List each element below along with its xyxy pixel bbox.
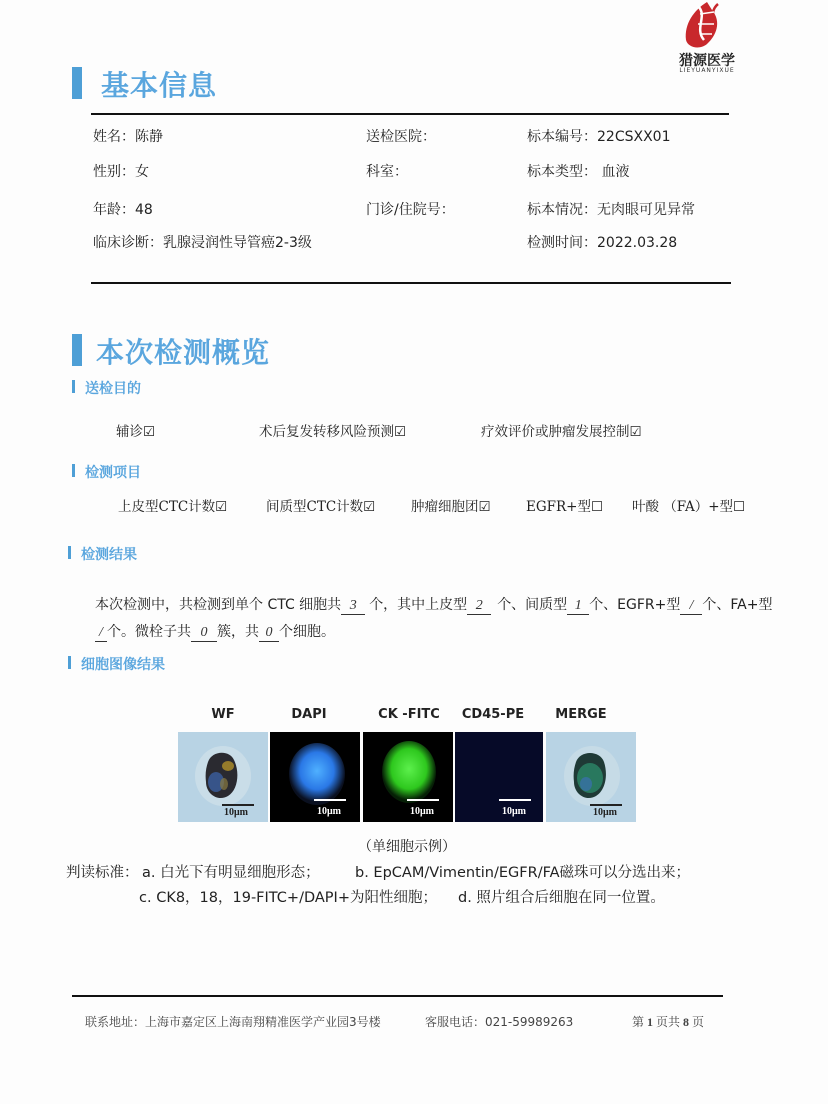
total-ctc-value: 3 — [341, 598, 365, 615]
footer-page — [632, 1013, 704, 1030]
dapi-scale-bar — [314, 799, 346, 801]
purpose-item-recurrence: 术后复发转移风险预测☑ — [259, 424, 407, 440]
item-mesenchymal: 间质型CTC计数☑ — [266, 499, 376, 515]
page-pre: 第 — [632, 1015, 645, 1029]
mesenchymal-value: 1 — [567, 598, 589, 615]
criteria-c: c. CK8，18，19-FITC+/DAPI+为阳性细胞； — [139, 890, 437, 906]
section1-title: 基本信息 — [101, 69, 218, 102]
top-rule — [91, 113, 729, 115]
header-wf: WF — [211, 707, 235, 722]
header-dapi: DAPI — [291, 707, 327, 722]
merge-scale-bar — [590, 804, 622, 806]
items-bar — [72, 464, 75, 477]
results-text-8: 个细胞。 — [279, 624, 335, 640]
footer-rule — [72, 995, 723, 997]
purpose-bar — [72, 380, 75, 393]
pe-scale-label: 10μm — [502, 806, 526, 817]
page-number: 1 — [647, 1015, 654, 1029]
results-text-5: 个、FA+型 — [702, 597, 773, 613]
item-cluster: 肿瘤细胞团☑ — [411, 499, 491, 515]
cell-image-merge — [546, 732, 636, 822]
results-line2 — [95, 621, 335, 642]
logo-subtext: LIEYUANYIXUE — [679, 67, 735, 74]
cell-image-cd45-pe — [455, 732, 543, 822]
hospital: 送检医院： — [366, 129, 436, 145]
emboli-value: 0 — [191, 625, 217, 642]
bottom-rule — [91, 282, 731, 284]
criteria-b: b. EpCAM/Vimentin/EGFR/FA磁珠可以分选出来； — [355, 865, 691, 881]
wf-scale-label: 10μm — [224, 807, 248, 818]
fa-value: / — [95, 625, 107, 642]
results-text-7: 簇，共 — [217, 624, 259, 640]
footer-address: 联系地址：上海市嘉定区上海南翔精准医学产业园3号楼 — [85, 1015, 381, 1029]
age: 年龄：48 — [93, 202, 153, 218]
criteria-d: d. 照片组合后细胞在同一位置。 — [458, 890, 665, 906]
image-caption: （单细胞示例） — [358, 839, 456, 855]
sample-type: 标本类型： 血液 — [527, 164, 630, 180]
test-time: 检测时间：2022.03.28 — [527, 235, 678, 251]
dna-logo-icon — [664, 0, 750, 52]
results-title: 检测结果 — [81, 547, 137, 563]
images-bar — [68, 656, 71, 669]
sample-id: 标本编号：22CSXX01 — [527, 129, 671, 145]
gender: 性别：女 — [93, 164, 149, 180]
company-logo — [664, 0, 750, 76]
section2-title: 本次检测概览 — [96, 336, 271, 369]
header-merge: MERGE — [555, 707, 607, 722]
egfr-value: / — [680, 598, 702, 615]
images-title: 细胞图像结果 — [81, 657, 165, 673]
dapi-scale-label: 10μm — [317, 806, 341, 817]
fitc-scale-label: 10μm — [410, 806, 434, 817]
results-line1 — [95, 594, 772, 615]
results-text-3: 个、间质型 — [497, 597, 568, 613]
footer-phone: 客服电话：021-59989263 — [425, 1015, 574, 1029]
item-fa: 叶酸 （FA）+型☐ — [632, 499, 746, 515]
item-epithelial: 上皮型CTC计数☑ — [118, 499, 228, 515]
cells-value: 0 — [259, 625, 279, 642]
fitc-cell-graphic — [363, 732, 453, 822]
fitc-scale-bar — [407, 799, 439, 801]
results-bar — [68, 546, 71, 559]
department: 科室： — [366, 164, 408, 180]
results-text-2: 个，其中上皮型 — [369, 597, 468, 613]
wf-scale-bar — [222, 804, 254, 806]
page-total: 8 — [683, 1015, 690, 1029]
merge-cell-graphic — [546, 732, 636, 822]
purpose-item-efficacy: 疗效评价或肿瘤发展控制☑ — [481, 424, 642, 440]
sample-status: 标本情况：无肉眼可见异常 — [527, 202, 695, 218]
criteria-a: a. 白光下有明显细胞形态； — [142, 865, 320, 881]
dapi-cell-graphic — [270, 732, 360, 822]
wf-cell-graphic — [178, 732, 268, 822]
criteria-label: 判读标准： — [66, 865, 139, 881]
merge-scale-label: 10μm — [593, 807, 617, 818]
items-title: 检测项目 — [85, 465, 141, 481]
diagnosis: 临床诊断：乳腺浸润性导管癌2-3级 — [93, 235, 312, 251]
inpatient-no: 门诊/住院号： — [366, 202, 455, 218]
purpose-title: 送检目的 — [85, 381, 141, 397]
header-cd45-pe: CD45-PE — [461, 707, 525, 722]
patient-name: 姓名：陈静 — [93, 129, 163, 145]
item-egfr: EGFR+型☐ — [526, 499, 604, 515]
results-text-4: 个、EGFR+型 — [589, 597, 681, 613]
page-post: 页 — [692, 1015, 705, 1029]
pe-scale-bar — [499, 799, 531, 801]
section1-bar — [72, 67, 82, 99]
purpose-item-aux: 辅诊☑ — [116, 424, 156, 440]
cell-image-dapi — [270, 732, 360, 822]
results-text-1: 本次检测中，共检测到单个 CTC 细胞共 — [95, 597, 342, 613]
cell-image-wf — [178, 732, 268, 822]
epithelial-value: 2 — [467, 598, 491, 615]
cell-image-ck-fitc — [363, 732, 453, 822]
header-ck-fitc: CK -FITC — [378, 707, 440, 722]
section2-bar — [72, 334, 82, 366]
results-text-6: 个。微栓子共 — [107, 624, 191, 640]
page-mid: 页共 — [656, 1015, 681, 1029]
logo-text: 猎源医学 — [679, 53, 735, 69]
